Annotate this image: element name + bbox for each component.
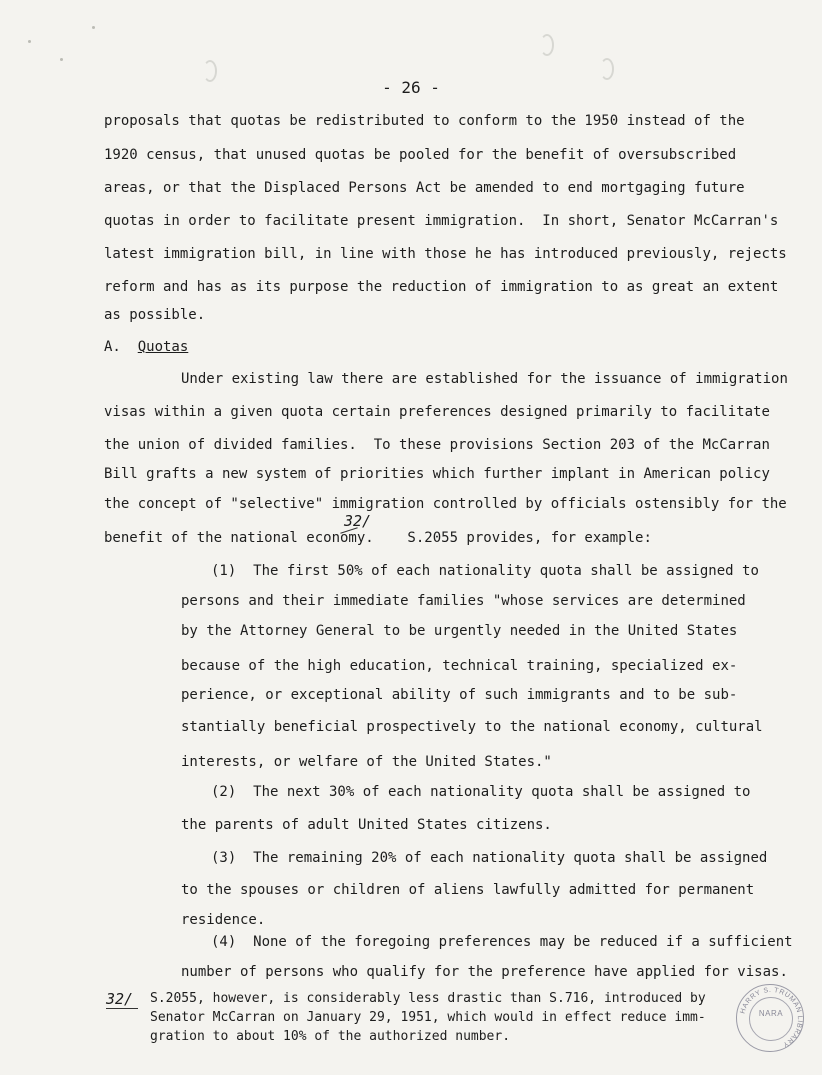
text-line: interests, or welfare of the United States." — [181, 754, 552, 770]
footnote-mark: 32/ — [106, 990, 134, 1008]
text-line: perience, or exceptional ability of such immigrants and to be sub- — [181, 687, 738, 703]
section-title: Quotas — [137, 339, 189, 355]
page-number: - 26 - — [382, 78, 440, 97]
text-line: quotas in order to facilitate present immigration. In short, Senator McCarran's — [104, 213, 779, 229]
text-line: reform and has as its purpose the reduction of immigration to as great an extent — [104, 279, 779, 295]
text-line: (4) None of the foregoing preferences may be reduced if a sufficient — [211, 934, 793, 950]
text-line: Under existing law there are established for the issuance of immigration — [181, 371, 788, 387]
text-line: as possible. — [104, 307, 206, 323]
paper-speck — [60, 58, 63, 61]
text-line: stantially beneficial prospectively to the national economy, cultural — [181, 719, 763, 735]
text-line: the concept of "selective" immigration controlled by officials ostensibly for the — [104, 496, 787, 512]
footnote-line: gration to about 10% of the authorized number. — [150, 1029, 511, 1044]
svg-text:HARRY S. TRUMAN LIBRARY: HARRY S. TRUMAN LIBRARY — [739, 986, 804, 1049]
text-line: residence. — [181, 912, 266, 928]
paper-mark — [540, 34, 554, 56]
text-line: to the spouses or children of aliens lawfully admitted for permanent — [181, 882, 755, 898]
section-heading — [104, 339, 188, 355]
text-line: 1920 census, that unused quotas be pooled for the benefit of oversubscribed — [104, 147, 737, 163]
archive-stamp — [736, 984, 804, 1052]
text-line: the parents of adult United States citizens. — [181, 817, 552, 833]
paper-speck — [28, 40, 31, 43]
text-line: because of the high education, technical training, specialized ex- — [181, 658, 738, 674]
text-line: latest immigration bill, in line with those he has introduced previously, rejects — [104, 246, 787, 262]
text-line: (2) The next 30% of each nationality quota shall be assigned to — [211, 784, 751, 800]
text-line: proposals that quotas be redistributed to conform to the 1950 instead of the — [104, 113, 745, 129]
text-line: (1) The first 50% of each nationality quota shall be assigned to — [211, 563, 759, 579]
text-line: number of persons who qualify for the preference have applied for visas. — [181, 964, 788, 980]
section-letter: A. — [104, 339, 121, 355]
footnote-line: Senator McCarran on January 29, 1951, which would in effect reduce imm- — [150, 1010, 706, 1025]
stamp-inner-ring — [749, 997, 793, 1041]
text-line: persons and their immediate families "whose services are determined — [181, 593, 746, 609]
text-line: the union of divided families. To these provisions Section 203 of the McCarran — [104, 437, 770, 453]
text-line: by the Attorney General to be urgently needed in the United States — [181, 623, 738, 639]
footnote-rule — [106, 1008, 138, 1009]
text-line: (3) The remaining 20% of each nationality quota shall be assigned — [211, 850, 768, 866]
paper-mark — [600, 58, 614, 80]
footnote-line: S.2055, however, is considerably less drastic than S.716, introduced by — [150, 991, 706, 1006]
footnote-reference: 32/ — [344, 512, 372, 530]
text-line: areas, or that the Displaced Persons Act be amended to end mortgaging future — [104, 180, 745, 196]
text-line: benefit of the national economy. S.2055 provides, for example: — [104, 530, 652, 546]
text-line: visas within a given quota certain preferences designed primarily to facilitate — [104, 404, 770, 420]
text-line: Bill grafts a new system of priorities which further implant in American policy — [104, 466, 770, 482]
paper-speck — [92, 26, 95, 29]
stamp-center-text: NARA — [758, 1009, 784, 1018]
